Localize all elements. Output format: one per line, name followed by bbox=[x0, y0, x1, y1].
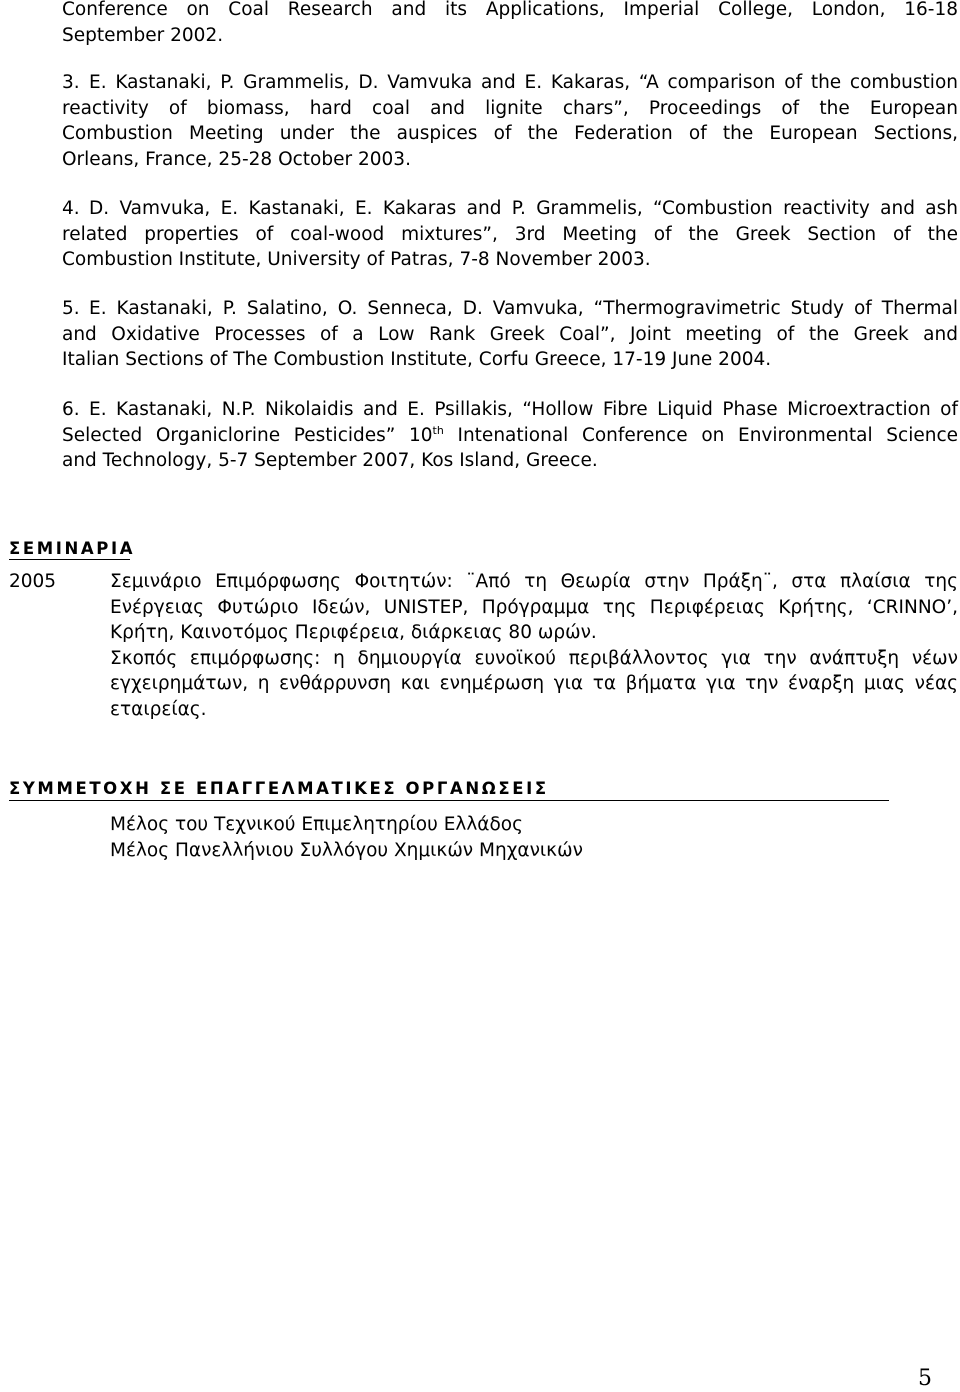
seminar-year: 2005 bbox=[9, 571, 57, 592]
membership-item: Μέλος Πανελλήνιου Συλλόγου Χημικών Μηχανικών bbox=[110, 839, 583, 861]
reference-text-line: 6. E. Kastanaki, N.P. Nikolaidis and E. Psillakis, “Hollow Fibre Liquid Phase Microextraction of bbox=[62, 397, 958, 423]
heading-underline bbox=[9, 800, 889, 801]
reference-text-line: Conference on Coal Research and its Applications, Imperial College, London, 16-18 bbox=[62, 0, 958, 20]
reference-text-line: Selected Organiclorine Pesticides” 10th Intenational Conference on Environmental Science bbox=[62, 423, 958, 446]
section-heading-memberships: ΣΥΜΜΕΤΟΧΗ ΣΕ ΕΠΑΓΓΕΛΜΑΤΙΚΕΣ ΟΡΓΑΝΩΣΕΙΣ bbox=[9, 779, 549, 799]
reference-number: 6. bbox=[62, 399, 80, 420]
reference-text-line: Orleans, France, 25-28 October 2003. bbox=[62, 148, 411, 170]
reference-item-4 bbox=[62, 196, 958, 273]
seminar-text-line: εταιρείας. bbox=[110, 698, 207, 720]
reference-text-line: September 2002. bbox=[62, 24, 224, 46]
reference-text-line: and Technology, 5-7 September 2007, Kos Island, Greece. bbox=[62, 450, 598, 471]
seminar-text-line: Κρήτη, Καινοτόμος Περιφέρεια, διάρκειας 80 ωρών. bbox=[110, 622, 597, 643]
reference-text-line: 4. D. Vamvuka, E. Kastanaki, E. Kakaras and P. Grammelis, “Combustion reactivity and ash bbox=[62, 196, 958, 222]
reference-fragment bbox=[62, 0, 958, 48]
reference-item-6 bbox=[62, 397, 958, 474]
reference-text-line: and Oxidative Processes of a Low Rank Greek Coal”, Joint meeting of the Greek and bbox=[62, 323, 958, 345]
seminar-description bbox=[110, 569, 958, 722]
reference-text-line: related properties of coal-wood mixtures”, 3rd Meeting of the Greek Section of the bbox=[62, 223, 958, 245]
seminar-text-line: εγχειρημάτων, η ενθάρρυνση και ενημέρωση για τα βήματα για την έναρξη μιας νέας bbox=[110, 673, 958, 694]
seminar-text-line: Σεμινάριο Επιμόρφωσης Φοιτητών: ¨Από τη Θεωρία στην Πράξη¨, στα πλαίσια της bbox=[110, 571, 958, 592]
reference-number: 3. bbox=[62, 72, 80, 93]
reference-text-line: Italian Sections of The Combustion Institute, Corfu Greece, 17-19 June 2004. bbox=[62, 349, 772, 370]
superscript: th bbox=[432, 423, 444, 437]
seminar-text-line: Σκοπός επιμόρφωσης: η δημιουργία ευνοϊκού περιβάλλοντος για την ανάπτυξη νέων bbox=[110, 647, 958, 669]
membership-item: Μέλος του Τεχνικού Επιμελητηρίου Ελλάδος bbox=[110, 814, 523, 835]
reference-number: 5. bbox=[62, 298, 80, 319]
reference-item-3 bbox=[62, 70, 958, 172]
reference-text-line: Combustion Institute, University of Patras, 7-8 November 2003. bbox=[62, 249, 651, 270]
heading-underline bbox=[9, 559, 130, 560]
reference-text-line: 3. E. Kastanaki, P. Grammelis, D. Vamvuka and E. Kakaras, “A comparison of the combustion bbox=[62, 70, 958, 96]
section-heading-seminars: ΣΕΜΙΝΑΡΙΑ bbox=[9, 539, 136, 558]
reference-item-5 bbox=[62, 296, 958, 373]
membership-list bbox=[110, 812, 583, 863]
reference-text-line: Combustion Meeting under the auspices of the Federation of the European Sections, bbox=[62, 123, 958, 144]
seminar-text-line: Ενέργειας Φυτώριο Ιδεών, UNISTEP, Πρόγραμμα της Περιφέρειας Κρήτης, ‘CRINNO’, bbox=[110, 596, 958, 618]
reference-text-line: reactivity of biomass, hard coal and lignite chars”, Proceedings of the European bbox=[62, 97, 958, 119]
page-number: 5 bbox=[918, 1366, 932, 1391]
reference-number: 4. bbox=[62, 198, 80, 219]
reference-text-line: 5. E. Kastanaki, P. Salatino, O. Senneca, D. Vamvuka, “Thermogravimetric Study of Thermal bbox=[62, 296, 958, 322]
